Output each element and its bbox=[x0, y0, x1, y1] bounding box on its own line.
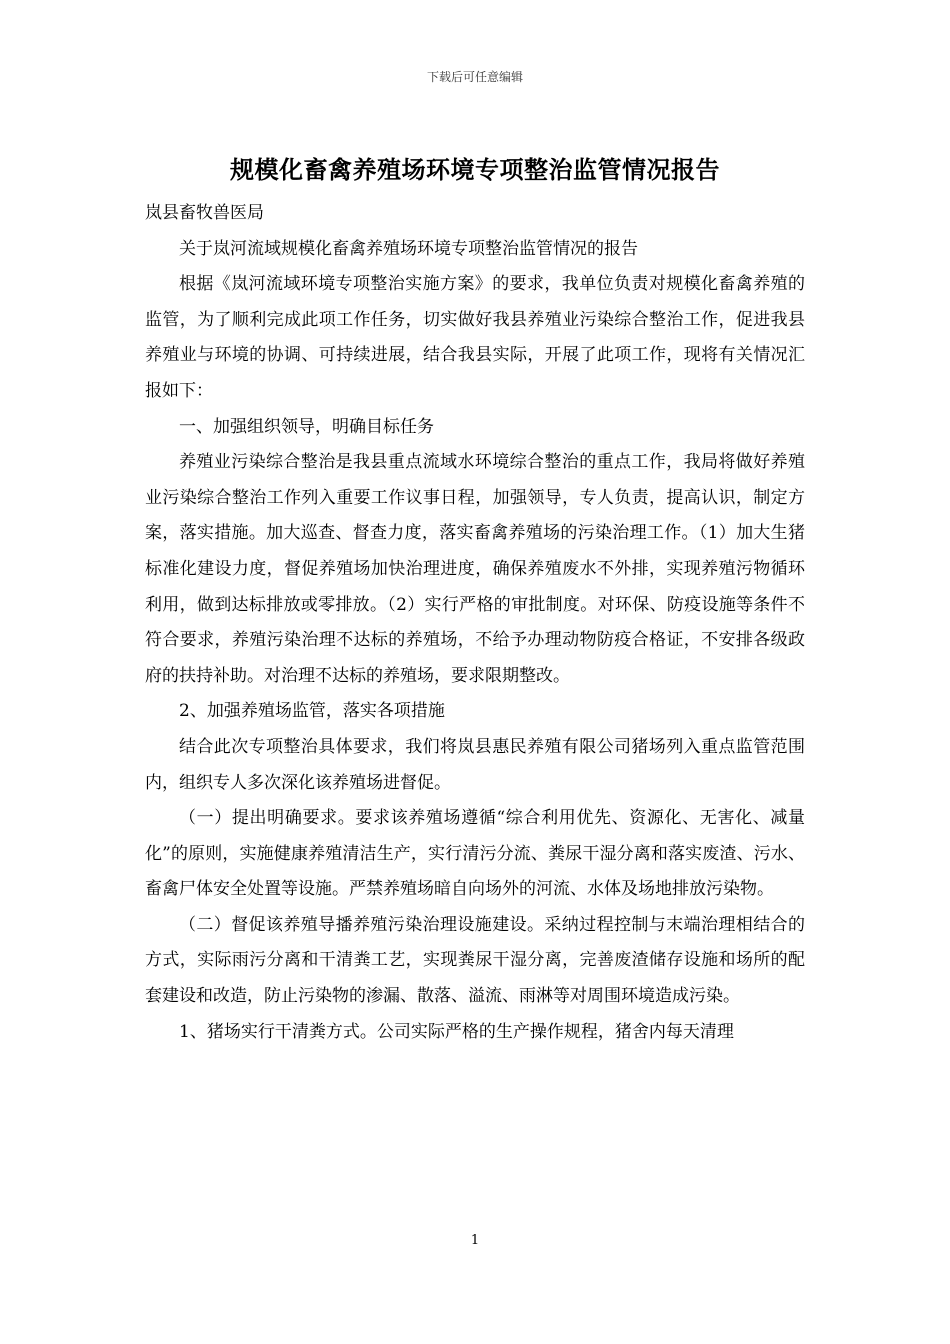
report-subtitle: 关于岚河流域规模化畜禽养殖场环境专项整治监管情况的报告 bbox=[179, 238, 638, 259]
section-heading-1: 一、加强组织领导，明确目标任务 bbox=[179, 416, 434, 437]
paragraph-section-2: 结合此次专项整治具体要求，我们将岚县惠民养殖有限公司猪场列入重点监管范围内，组织专人多次深化该养殖场进督促。 bbox=[145, 736, 805, 793]
organization-name: 岚县畜牧兽医局 bbox=[145, 203, 264, 223]
paragraph-intro: 根据《岚河流域环境专项整治实施方案》的要求，我单位负责对规模化畜禽养殖的监管，为了顺利完成此项工作任务，切实做好我县养殖业污染综合整治工作，促进我县养殖业与环境的协调、可持续进展，结合我县实际，开展了此项工作，现将有关情况汇报如下： bbox=[145, 274, 805, 401]
paragraph-item-1: （一）提出明确要求。要求该养殖场遵循“综合利用优先、资源化、无害化、减量化”的原则，实施健康养殖清洁生产，实行清污分流、粪尿干湿分离和落实废渣、污水、畜禽尸体安全处置等设施。严禁养殖场暗自向场外的河流、水体及场地排放污染物。 bbox=[145, 808, 805, 900]
page-number: 1 bbox=[470, 1233, 480, 1248]
header-note: 下载后可任意编辑 bbox=[426, 70, 523, 84]
paragraph-sub-item-1: 1、猪场实行干清粪方式。公司实际严格的生产操作规程，猪舍内每天清理 bbox=[179, 1021, 734, 1042]
document-body bbox=[145, 196, 805, 1050]
document-title: 规模化畜禽养殖场环境专项整治监管情况报告 bbox=[230, 155, 720, 184]
section-heading-2: 2、加强养殖场监管，落实各项措施 bbox=[179, 701, 445, 722]
paragraph-section-1: 养殖业污染综合整治是我县重点流域水环境综合整治的重点工作，我局将做好养殖业污染综合整治工作列入重要工作议事日程，加强领导，专人负责，提高认识，制定方案，落实措施。加大巡查、督查力度，落实畜禽养殖场的污染治理工作。（1）加大生猪标准化建设力度，督促养殖场加快治理进度，确保养殖废水不外排，实现养殖污物循环利用，做到达标排放或零排放。（2）实行严格的审批制度。对环保、防疫设施等条件不符合要求，养殖污染治理不达标的养殖场，不给予办理动物防疫合格证，不安排各级政府的扶持补助。对治理不达标的养殖场，要求限期整改。 bbox=[145, 452, 805, 686]
paragraph-item-2: （二）督促该养殖导播养殖污染治理设施建设。采纳过程控制与末端治理相结合的方式，实际雨污分离和干清粪工艺，实现粪尿干湿分离，完善废渣储存设施和场所的配套建设和改造，防止污染物的渗漏、散落、溢流、雨淋等对周围环境造成污染。 bbox=[145, 914, 805, 1007]
